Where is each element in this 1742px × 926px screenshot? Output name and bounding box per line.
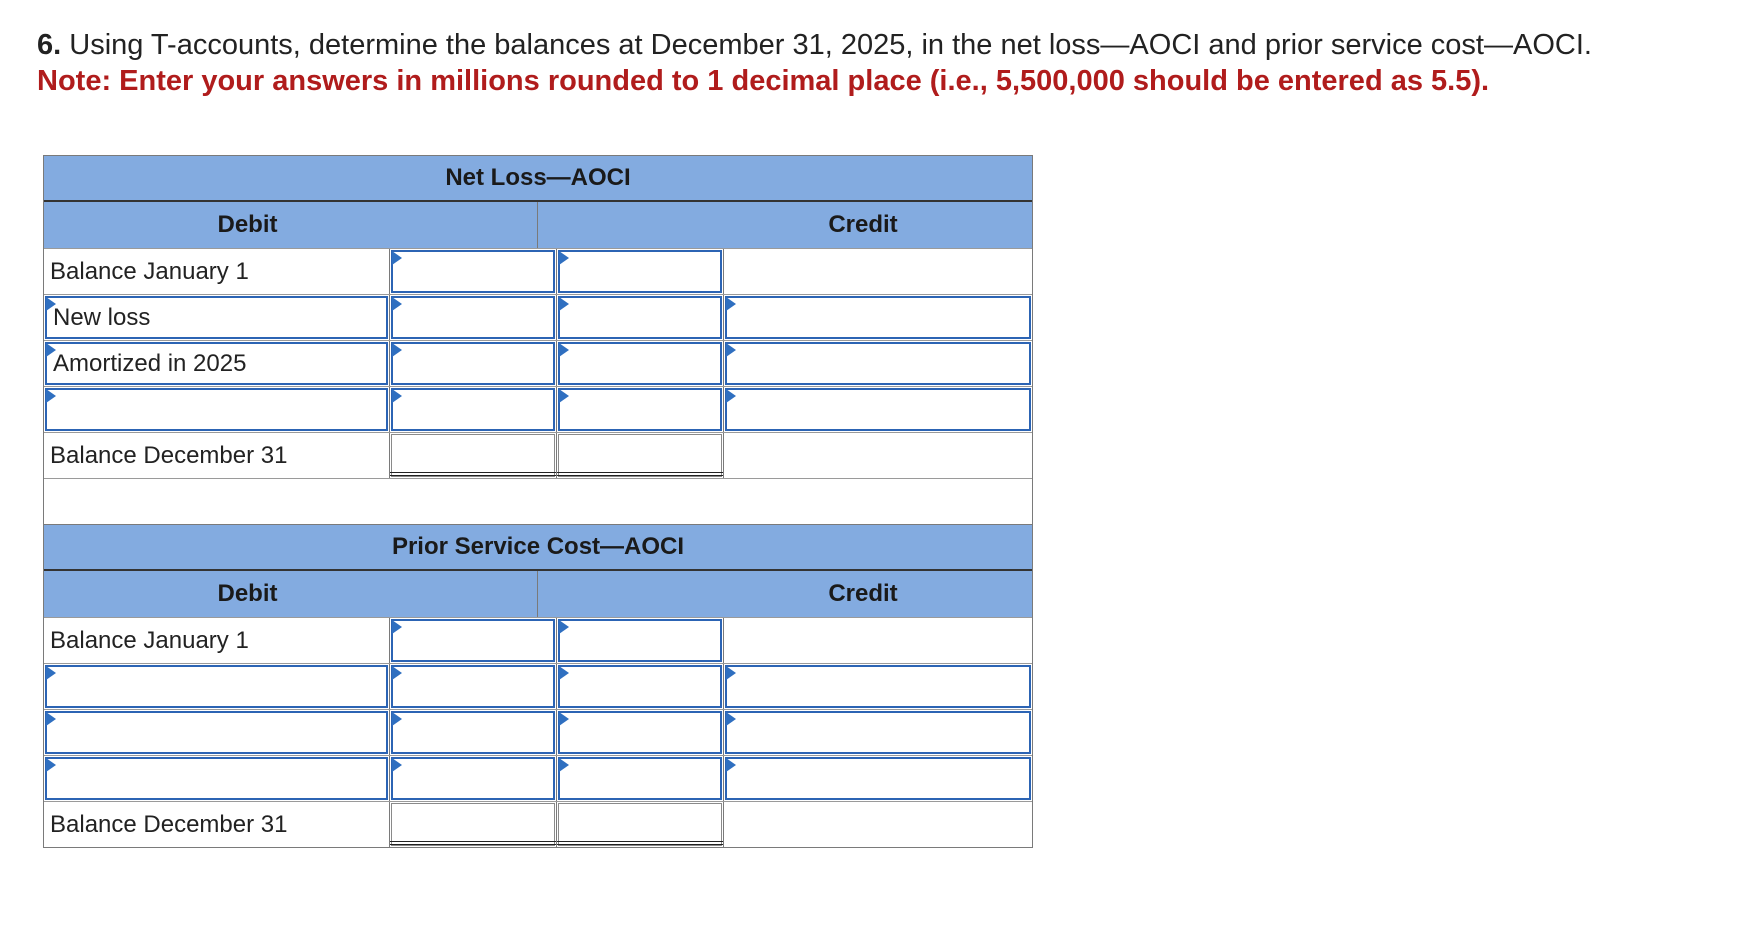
credit-amount-input[interactable] [558,342,722,385]
total-label: Balance December 31 [50,810,288,838]
debit-amount-input[interactable] [391,296,555,339]
double-underline [557,841,723,845]
total-row [44,801,1032,847]
question-text [37,27,1717,99]
total-label: Balance December 31 [50,441,288,469]
dropdown-marker-icon [726,297,736,311]
entry-label-dropdown[interactable]: Amortized in 2025 [45,342,388,385]
credit-amount-input[interactable] [558,388,722,431]
total-credit-input[interactable] [558,434,722,477]
dropdown-marker-icon [559,343,569,357]
dropdown-marker-icon [46,389,56,403]
credit-amount-input[interactable] [558,296,722,339]
dropdown-marker-icon [392,758,402,772]
entry-row [44,617,1032,663]
debit-amount-input[interactable] [391,342,555,385]
credit-label-dropdown[interactable] [725,388,1031,431]
entry-label-dropdown[interactable]: New loss [45,296,388,339]
credit-amount-input[interactable] [558,619,722,662]
credit-amount-input[interactable] [558,757,722,800]
entry-label-dropdown[interactable] [45,711,388,754]
dropdown-marker-icon [46,666,56,680]
dropdown-marker-icon [46,343,56,357]
dropdown-marker-icon [392,251,402,265]
double-underline [390,472,556,476]
dropdown-marker-icon [392,343,402,357]
dropdown-marker-icon [392,666,402,680]
debit-amount-input[interactable] [391,619,555,662]
total-row [44,432,1032,478]
entry-row [44,755,1032,801]
question-number: 6. [37,29,62,61]
dropdown-marker-icon [559,297,569,311]
dropdown-marker-icon [392,620,402,634]
dropdown-marker-icon [726,712,736,726]
credit-label-dropdown[interactable] [725,342,1031,385]
dropdown-marker-icon [559,712,569,726]
dropdown-marker-icon [392,297,402,311]
debit-header: Debit [44,202,538,248]
dropdown-marker-icon [726,389,736,403]
dropdown-marker-icon [559,389,569,403]
t-account-headers [44,202,1032,248]
dropdown-marker-icon [392,712,402,726]
dropdown-marker-icon [559,666,569,680]
credit-label-dropdown[interactable] [725,665,1031,708]
debit-amount-input[interactable] [391,665,555,708]
total-debit-input[interactable] [391,434,555,477]
total-debit-input[interactable] [391,803,555,846]
dropdown-marker-icon [726,666,736,680]
dropdown-marker-icon [46,712,56,726]
credit-label-cell [723,618,1032,663]
t-account-prior-service-cost [43,525,1033,848]
dropdown-marker-icon [559,620,569,634]
entry-label: Balance January 1 [50,257,249,285]
t-account-title: Prior Service Cost—AOCI [44,525,1032,571]
entry-row [44,248,1032,294]
t-account-title: Net Loss—AOCI [44,156,1032,202]
credit-amount-input[interactable] [558,711,722,754]
dropdown-marker-icon [726,758,736,772]
debit-amount-input[interactable] [391,388,555,431]
credit-header: Credit [828,211,898,238]
answer-note: Note: Enter your answers in millions rounded to 1 decimal place (i.e., 5,500,000 should be entered as 5.5). [37,65,1490,97]
credit-label-cell [723,433,1032,478]
credit-label-dropdown[interactable] [725,296,1031,339]
dropdown-marker-icon [46,758,56,772]
credit-header: Credit [828,580,898,607]
entry-row [44,709,1032,755]
entry-row [44,294,1032,340]
double-underline [390,841,556,845]
dropdown-marker-icon [46,297,56,311]
t-account-net-loss [43,155,1033,525]
question-prompt: Using T-accounts, determine the balances at December 31, 2025, in the net loss—AOCI and prior service cost—AOCI. [61,29,1592,61]
credit-label-dropdown[interactable] [725,711,1031,754]
entry-label-dropdown[interactable] [45,665,388,708]
credit-amount-input[interactable] [558,665,722,708]
dropdown-marker-icon [726,343,736,357]
credit-label-dropdown[interactable] [725,757,1031,800]
double-underline [557,472,723,476]
t-account-headers [44,571,1032,617]
spacer-row [44,478,1032,524]
credit-amount-input[interactable] [558,250,722,293]
entry-label: Balance January 1 [50,626,249,654]
credit-label-cell [723,802,1032,847]
dropdown-marker-icon [559,251,569,265]
debit-amount-input[interactable] [391,757,555,800]
debit-amount-input[interactable] [391,250,555,293]
entry-label-dropdown[interactable] [45,388,388,431]
debit-header: Debit [44,571,538,617]
entry-row [44,663,1032,709]
entry-row [44,340,1032,386]
entry-row [44,386,1032,432]
dropdown-marker-icon [392,389,402,403]
credit-label-cell [723,249,1032,294]
total-credit-input[interactable] [558,803,722,846]
debit-amount-input[interactable] [391,711,555,754]
dropdown-marker-icon [559,758,569,772]
entry-label-dropdown[interactable] [45,757,388,800]
